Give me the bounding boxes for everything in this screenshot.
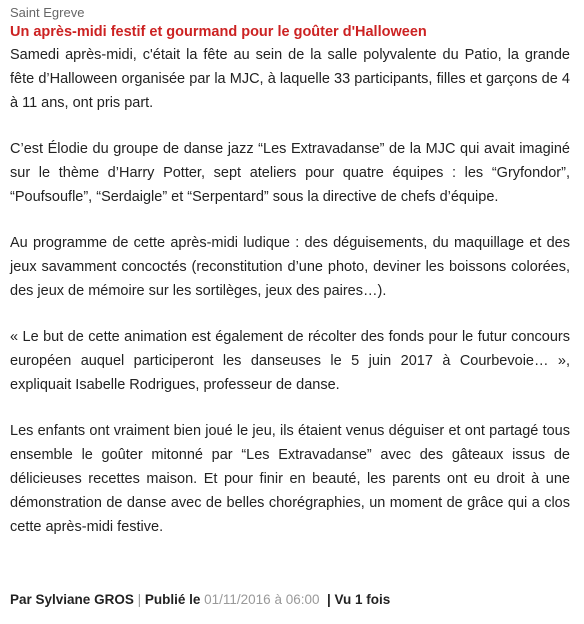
article-body bbox=[10, 43, 570, 539]
article-paragraph: C’est Élodie du groupe de danse jazz “Les Extravadanse” de la MJC qui avait imaginé sur le thème d’Harry Potter, sept ateliers pour quatre équipes : les “Gryfondor”, “Poufsoufle”, “Serdaigle” et “Serpentard” sous la directive de chefs d’équipe. bbox=[10, 141, 570, 205]
published-label: Publié le bbox=[144, 592, 205, 607]
author-name: Sylviane GROS bbox=[35, 592, 134, 607]
article-paragraph: Les enfants ont vraiment bien joué le jeu, ils étaient venus déguiser et ont partagé tous ensemble le goûter mitonné par “Les Extravadanse” avec des gâteaux issus de délicieuses recettes maison. Et pour finir en beauté, les parents ont eu droit à une démonstration de danse avec de belles chorégraphies, un moment de grâce qui a clos cette après-midi festive. bbox=[10, 423, 570, 535]
article-location: Saint Egreve bbox=[10, 5, 85, 20]
view-count: | Vu 1 fois bbox=[319, 592, 391, 607]
article-footer bbox=[10, 591, 390, 609]
article-headline: Un après-midi festif et gourmand pour le goûter d'Halloween bbox=[10, 24, 427, 40]
article-paragraph: « Le but de cette animation est également de récolter des fonds pour le futur concours européen auquel participeront les danseuses le 5 juin 2017 à Courbevoie… », expliquait Isabelle Rodrigues, professeur de danse. bbox=[10, 329, 570, 393]
footer-separator: | bbox=[133, 592, 145, 607]
article-paragraph: Samedi après-midi, c'était la fête au sein de la salle polyvalente du Patio, la grande fête d’Halloween organisée par la MJC, à laquelle 33 participants, filles et garçons de 4 à 11 ans, ont pris part. bbox=[10, 47, 570, 111]
published-date: 01/11/2016 à 06:00 bbox=[204, 592, 320, 607]
author-prefix: Par bbox=[10, 592, 36, 607]
article-paragraph: Au programme de cette après-midi ludique : des déguisements, du maquillage et des jeux savamment concoctés (reconstitution d’une photo, deviner les boissons colorées, des jeux de mémoire sur les sortilèges, jeux des paires…). bbox=[10, 235, 570, 299]
